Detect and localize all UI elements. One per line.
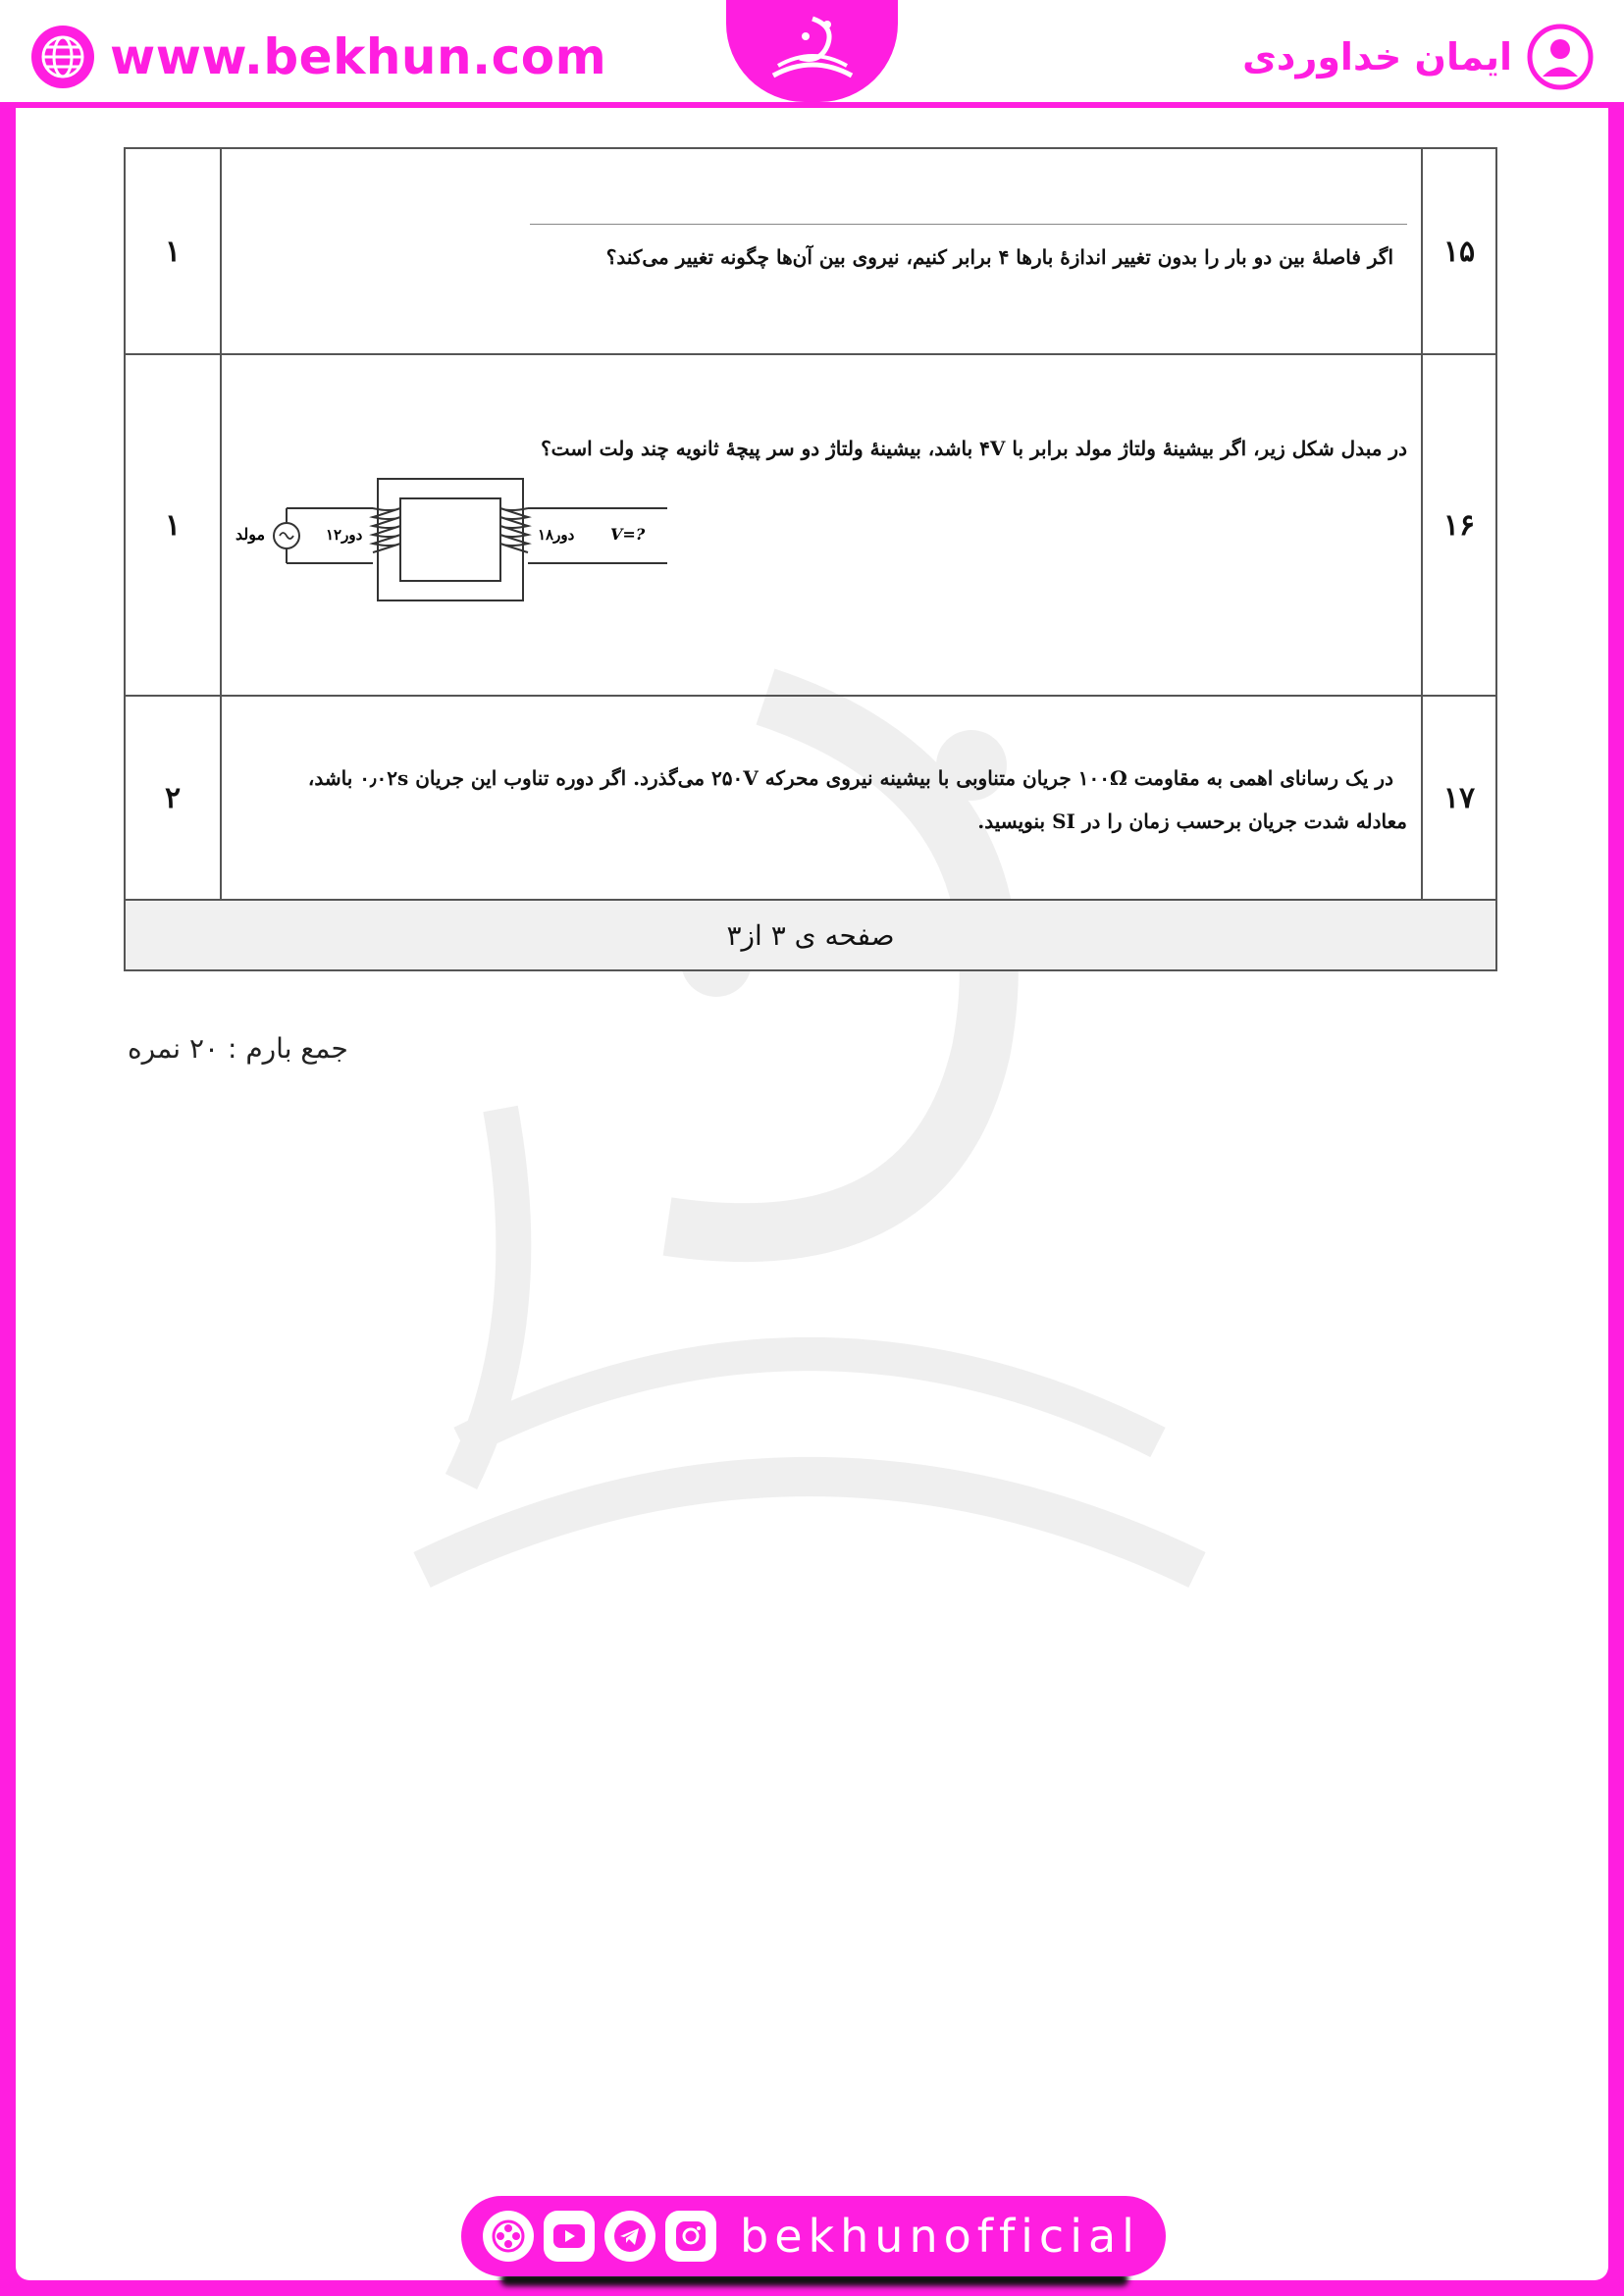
question-row <box>125 354 1496 696</box>
question-text: در مبدل شکل زیر، اگر بیشینهٔ ولتاژ مولد برابر با ۴V باشد، بیشینهٔ ولتاژ دو سر پیچهٔ ثانویه چند ولت است؟ <box>541 437 1407 460</box>
telegram-icon[interactable] <box>604 2211 655 2262</box>
globe-icon <box>29 24 96 90</box>
question-score: ۲ <box>125 696 221 900</box>
question-text-line-1: در یک رسانای اهمی به مقاومت ۱۰۰Ω جریان متناوبی با بیشینه نیروی محرکه ۲۵۰V می‌گذرد. اگر دوره تناوب این جریان ۰٫۰۲s باشد، <box>307 766 1393 790</box>
total-score: جمع بارم : ۲۰ نمره <box>128 1032 348 1065</box>
question-score: ۱ <box>125 148 221 354</box>
social-bar[interactable] <box>461 2196 1166 2276</box>
question-text-cell <box>221 354 1422 696</box>
question-number: ۱۵ <box>1422 148 1496 354</box>
output-voltage-label: V=? <box>610 525 646 544</box>
youtube-icon[interactable] <box>544 2211 595 2262</box>
exam-table <box>124 147 1497 971</box>
question-text-cell <box>221 148 1422 354</box>
divider <box>530 224 1407 225</box>
page-number: صفحه ی ۳ از۳ <box>125 900 1496 970</box>
instagram-icon[interactable] <box>665 2211 716 2262</box>
question-number: ۱۶ <box>1422 354 1496 696</box>
question-text: اگر فاصلهٔ بین دو بار را بدون تغییر اندازهٔ بارها ۴ برابر کنیم، نیروی بین آن‌ها چگونه تغییر می‌کند؟ <box>605 244 1393 269</box>
primary-turns-label: ۱۲دور <box>326 526 363 544</box>
brand-logo <box>726 0 898 102</box>
question-row <box>125 696 1496 900</box>
question-row <box>125 148 1496 354</box>
page-header <box>0 0 1624 108</box>
transformer-diagram <box>236 475 667 612</box>
book-logo-icon <box>759 7 866 95</box>
author-block <box>1242 22 1595 92</box>
author-name: ایمان خداوردی <box>1242 35 1512 78</box>
user-icon <box>1526 23 1595 91</box>
social-handle[interactable]: bekhunofficial <box>740 2210 1140 2263</box>
page-footer-row <box>125 900 1496 970</box>
transformer-figure <box>236 475 1407 624</box>
question-score: ۱ <box>125 354 221 696</box>
question-text-cell <box>221 696 1422 900</box>
secondary-turns-label: ۱۸دور <box>538 526 575 544</box>
question-text-line-2: معادله شدت جریان برحسب زمان را در SI بنویسید. <box>977 809 1407 833</box>
site-link[interactable] <box>29 24 606 90</box>
site-url[interactable]: www.bekhun.com <box>110 28 607 85</box>
question-number: ۱۷ <box>1422 696 1496 900</box>
generator-label: مولد <box>236 525 266 544</box>
aparat-icon[interactable] <box>483 2211 534 2262</box>
